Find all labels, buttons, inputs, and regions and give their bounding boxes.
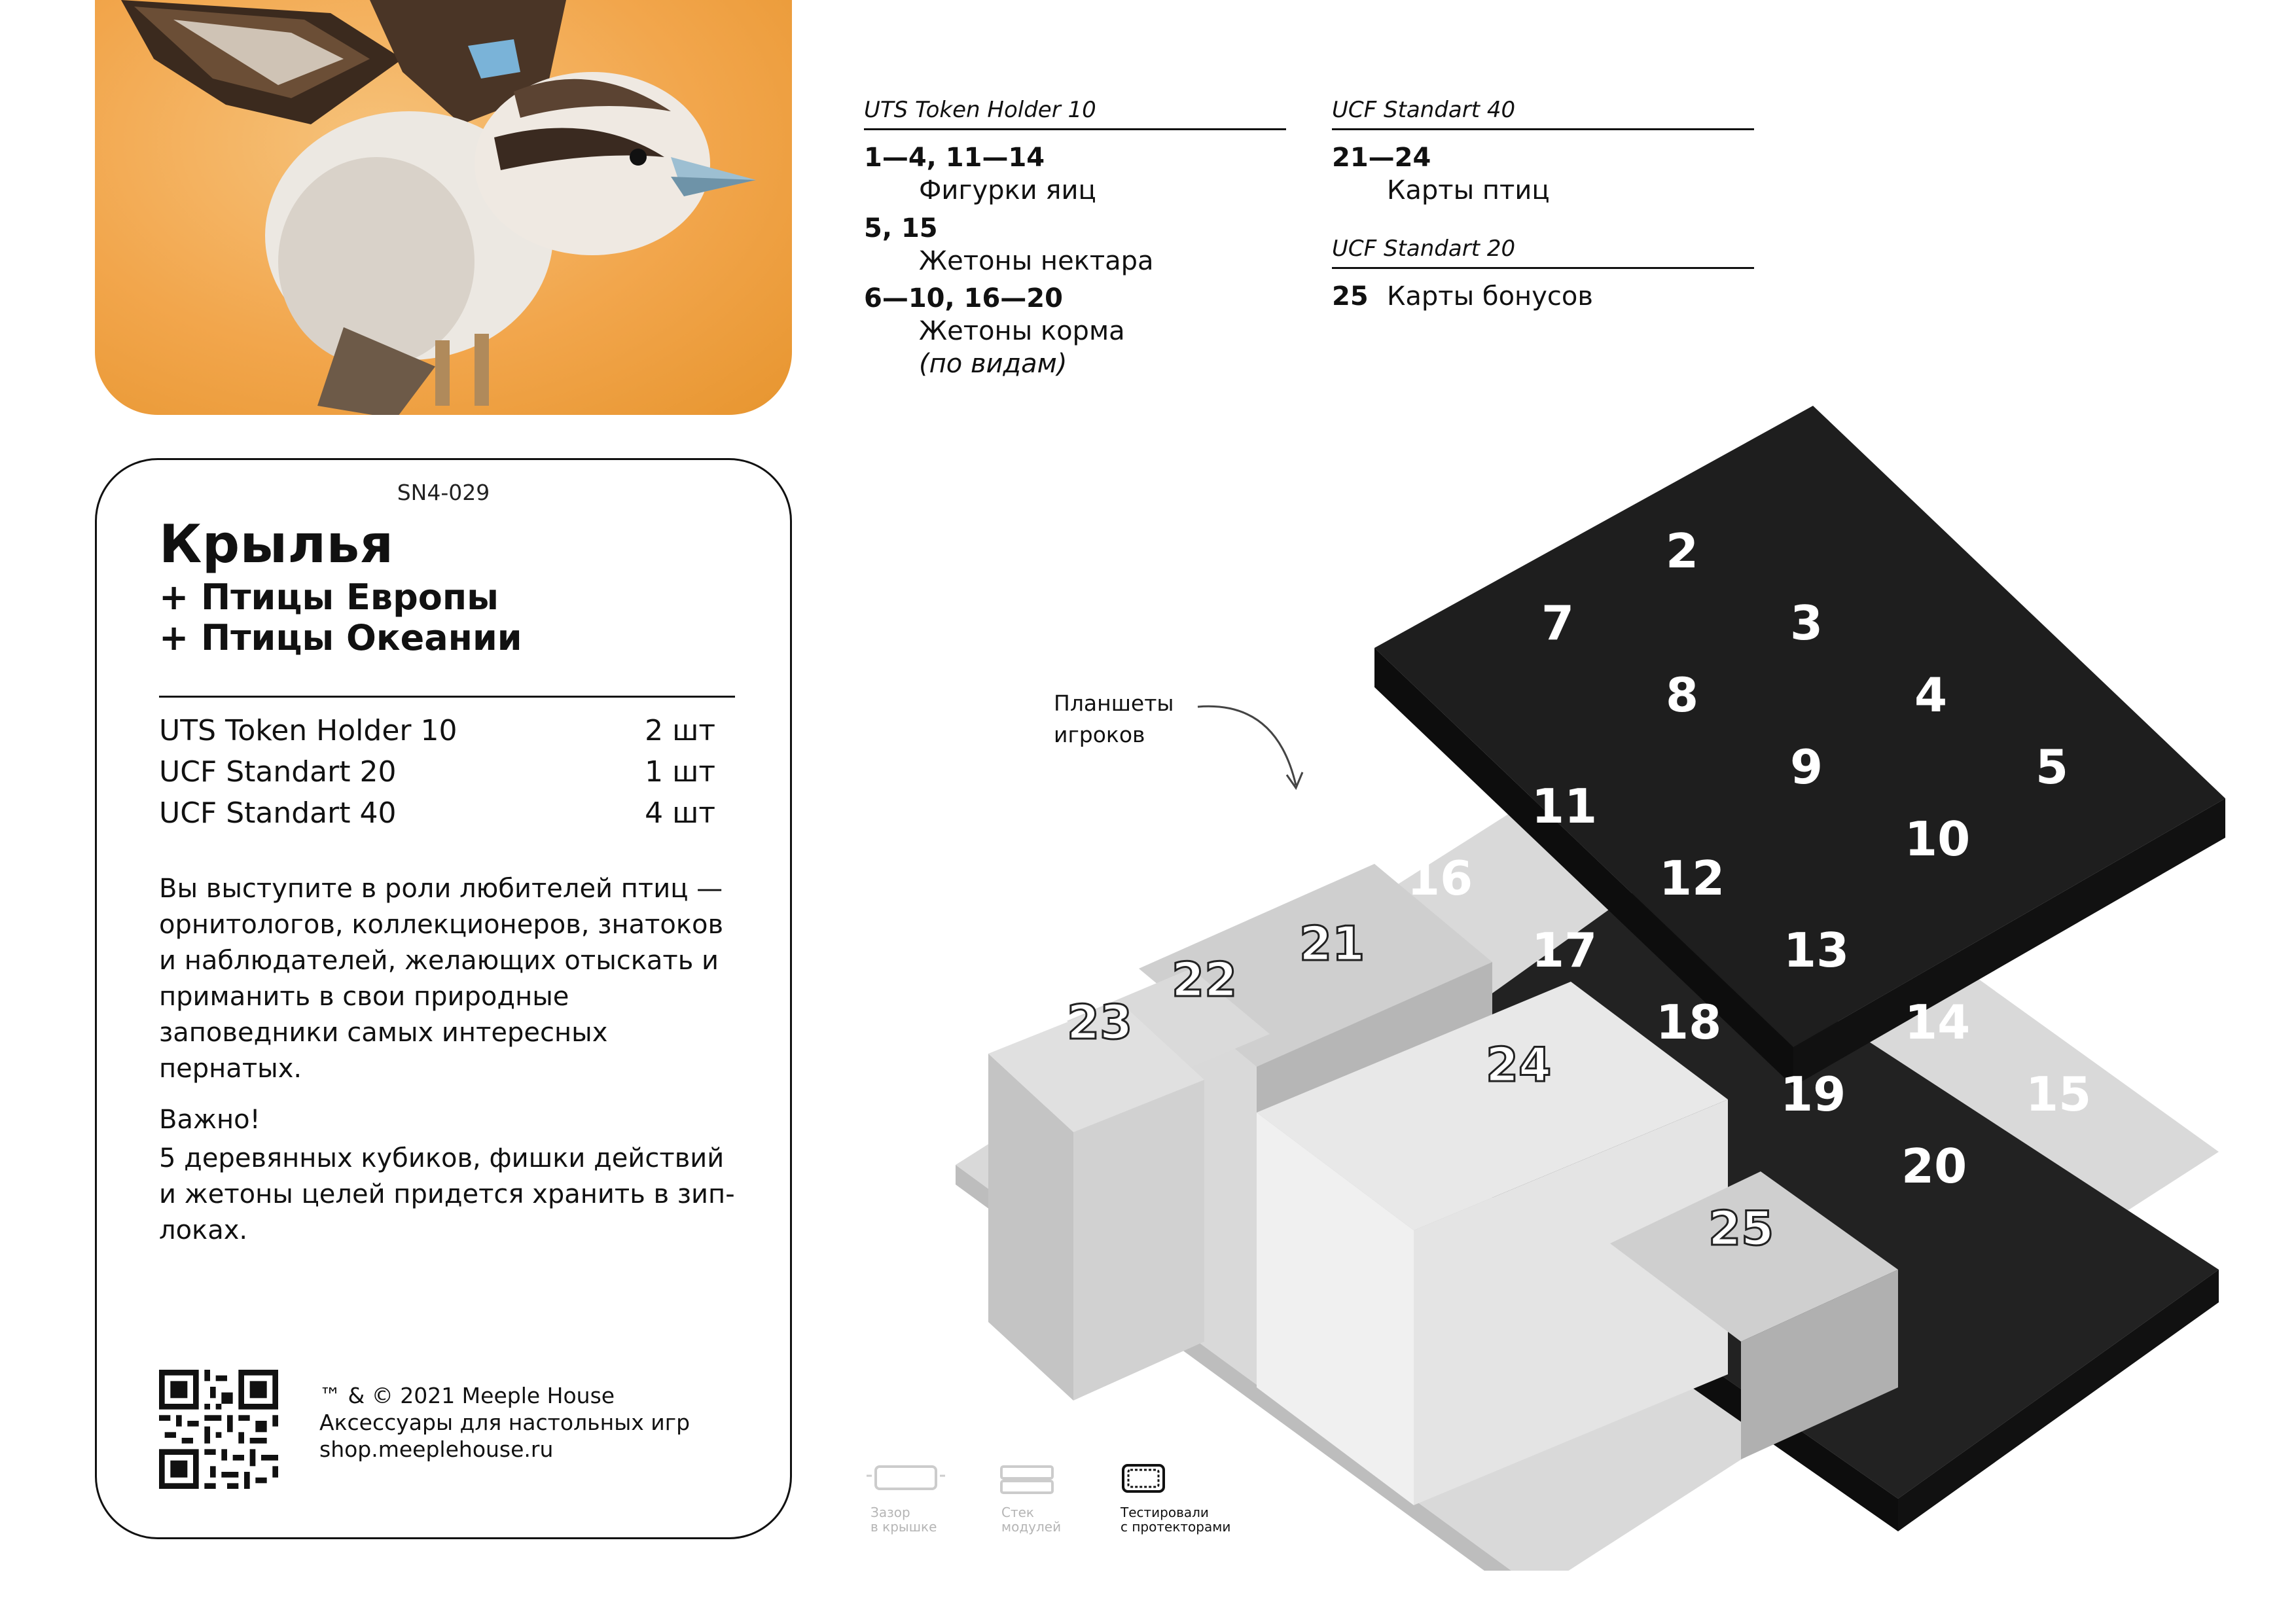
cell-label: 13 bbox=[1784, 923, 1850, 978]
icon-caption: Зазор в крышке bbox=[870, 1505, 937, 1535]
legend-label: Карты бонусов bbox=[1387, 281, 1593, 312]
cell-label: 7 bbox=[1541, 596, 1575, 651]
cell-label: 5 bbox=[2036, 740, 2069, 794]
legend-number: 21—24 bbox=[1332, 143, 1431, 173]
legend-header: UTS Token Holder 10 bbox=[864, 97, 1096, 123]
legend-standart bbox=[1332, 97, 1754, 326]
spec-qty: 1 шт bbox=[645, 755, 715, 789]
legend-number: 25 bbox=[1332, 281, 1369, 312]
cell-label: 6 bbox=[1417, 524, 1450, 579]
expansion-title-1: + Птицы Европы bbox=[159, 577, 499, 618]
legend-header: UCF Standart 20 bbox=[1332, 236, 1516, 262]
module-stack-icon bbox=[998, 1463, 1057, 1495]
important-note: 5 деревянных кубиков, фишки действий и жетоны целей придется хранить в зип-локах. bbox=[159, 1143, 735, 1245]
legend-label: Жетоны нектара bbox=[919, 246, 1154, 276]
legend-number: 5, 15 bbox=[864, 213, 938, 243]
legend-header: UCF Standart 40 bbox=[1332, 97, 1516, 123]
box-label: 23 bbox=[1067, 995, 1133, 1050]
organizer-diagram bbox=[916, 393, 2225, 1571]
annotation-line1: Планшеты bbox=[1054, 690, 1174, 716]
sleeve-icon bbox=[1121, 1463, 1166, 1495]
game-title: Крылья bbox=[159, 514, 394, 575]
title-divider bbox=[159, 696, 735, 698]
bird-illustration bbox=[95, 0, 792, 415]
cell-label: 10 bbox=[1905, 812, 1971, 866]
cell-label: 11 bbox=[1532, 779, 1598, 834]
spec-row bbox=[159, 755, 715, 794]
copyright: ™ & © 2021 Meeple House bbox=[319, 1383, 615, 1408]
cell-label: 16 bbox=[1407, 851, 1473, 906]
legend-number: 1—4, 11—14 bbox=[864, 143, 1045, 173]
cell-label: 19 bbox=[1780, 1067, 1846, 1122]
spec-name: UCF Standart 20 bbox=[159, 755, 397, 789]
legend-label: Фигурки яиц bbox=[919, 175, 1096, 205]
legend-divider bbox=[1332, 128, 1754, 130]
spec-row bbox=[159, 796, 715, 836]
legend-label: Карты птиц bbox=[1387, 175, 1550, 205]
spec-name: UTS Token Holder 10 bbox=[159, 714, 457, 747]
cell-label: 1 bbox=[1541, 452, 1575, 507]
spec-qty: 4 шт bbox=[645, 796, 715, 830]
legend-label: Жетоны корма bbox=[919, 316, 1125, 346]
game-description: Вы выступите в роли любителей птиц — орнитологов, коллекционеров, знатоков и наблюдателей, желающих отыскать и приманить в свои природные заповедники самых интересных пернатых. bbox=[159, 874, 724, 1084]
cell-label: 20 bbox=[1901, 1139, 1967, 1194]
cell-label: 9 bbox=[1790, 740, 1823, 794]
qr-code[interactable] bbox=[159, 1370, 278, 1489]
box-label: 24 bbox=[1486, 1037, 1552, 1092]
legend-divider bbox=[864, 128, 1286, 130]
legend-number: 6—10, 16—20 bbox=[864, 283, 1063, 313]
cell-label: 8 bbox=[1666, 668, 1699, 722]
annotation-line2: игроков bbox=[1054, 722, 1145, 747]
cell-label: 3 bbox=[1790, 596, 1823, 651]
legend-note: (по видам) bbox=[919, 349, 1067, 379]
cell-label: 4 bbox=[1914, 668, 1948, 722]
cell-label: 12 bbox=[1659, 851, 1725, 906]
sku-code: SN4-029 bbox=[397, 480, 490, 505]
icon-caption: Стек модулей bbox=[1001, 1505, 1062, 1535]
tagline: Аксессуары для настольных игр bbox=[319, 1410, 691, 1435]
cell-label: 17 bbox=[1532, 923, 1598, 978]
shop-url[interactable]: shop.meeplehouse.ru bbox=[319, 1436, 554, 1462]
expansion-title-2: + Птицы Океании bbox=[159, 617, 522, 658]
cell-label: 2 bbox=[1666, 524, 1699, 579]
box-label: 25 bbox=[1708, 1201, 1774, 1256]
box-label: 21 bbox=[1299, 916, 1365, 971]
cell-label: 18 bbox=[1656, 995, 1722, 1050]
cell-label: 15 bbox=[2026, 1067, 2092, 1122]
box-label: 22 bbox=[1172, 952, 1238, 1007]
spec-row bbox=[159, 714, 715, 753]
important-heading: Важно! bbox=[159, 1105, 260, 1135]
icon-caption: Тестировали с протекторами bbox=[1121, 1505, 1231, 1535]
cell-label: 14 bbox=[1905, 995, 1971, 1050]
legend-divider bbox=[1332, 267, 1754, 269]
product-card bbox=[95, 458, 792, 1539]
spec-qty: 2 шт bbox=[645, 714, 715, 747]
legend-token-holder bbox=[864, 97, 1286, 391]
spec-name: UCF Standart 40 bbox=[159, 796, 397, 830]
lid-gap-icon bbox=[864, 1463, 949, 1495]
